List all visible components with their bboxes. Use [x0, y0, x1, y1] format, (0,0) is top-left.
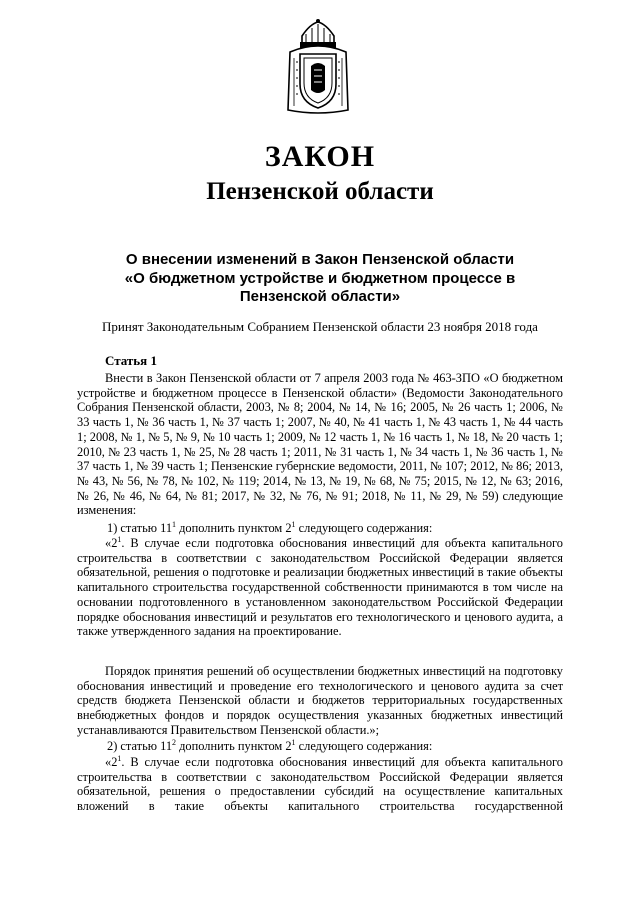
superscript: 1 — [117, 535, 122, 544]
subtitle-line: «О бюджетном устройстве и бюджетном процессе в — [124, 269, 516, 287]
adoption-note: Принят Законодательным Собранием Пензенской области 23 ноября 2018 года — [102, 319, 538, 334]
law-title: ЗАКОН — [264, 140, 376, 173]
law-subtitle — [95, 251, 545, 307]
quote-open: «2 — [105, 755, 118, 769]
quoted-paragraph-1 — [77, 536, 563, 639]
subtitle-line: О внесении изменений в Закон Пензенской области — [125, 251, 515, 268]
item-text: 1) статью 11 — [107, 521, 173, 535]
article-heading: Статья 1 — [105, 353, 157, 368]
superscript: 2 — [172, 738, 177, 747]
article-intro-paragraph: Внести в Закон Пензенской области от 7 апреля 2003 года № 463-ЗПО «О бюджетном устройстве и бюджетном процессе в Пензенской области» (Ведомости Законодательного Собрания Пензенской области, 2003, № 8; 2004, № 14, № 16; 2005, № 26 часть 1; 2006, № 33 часть 1, № 36 часть 1, № 37 часть 1; 2007, № 40, № 41 часть 1, № 43 часть 1, № 44 часть 1; 2008, № 1, № 5, № 9, № 10 часть 1; 2009, № 12 часть 1, № 16 часть 1, № 18, № 20 часть 1; 2010, № 23 часть 1, № 25, № 28 часть 1; 2011, № 31 часть 1, № 34 часть 1, № 36 часть 1, № 37 часть 1, № 39 часть 1; Пензенские губернские ведомости, 2011, № 107; 2012, № 86; 2013, № 43, № 56, № 78, № 102, № 119; 2014, № 13, № 19, № 68, № 75; 2015, № 12, № 63; 2016, № 26, № 46, № 64, № 81; 2017, № 32, № 76, № 91; 2018, № 11, № 29, № 59) следующие изменения: — [77, 371, 563, 518]
subtitle-line: Пензенской области» — [239, 288, 401, 305]
amendment-item-2 — [77, 739, 563, 754]
item-text: следующего содержания: — [295, 521, 433, 535]
coat-of-arms-emblem — [282, 18, 354, 118]
quote-text: . В случае если подготовка обоснования инвестиций для объекта капитального строительства в соответствии с законодательством Российской Федерации является обязательной, решения о подготовке и реализации бюджетных инвестиций в такие объекты капитального строительства государственной собственности принимаются в том числе на основании подготовленного в установленном законодательством Российской Федерации порядке обоснования инвестиций и результатов его технологического и ценового аудита, а также утвержденного задания на проектирование. — [77, 536, 563, 639]
item-text: дополнить пунктом 2 — [176, 739, 292, 753]
region-title: Пензенской области — [206, 178, 434, 205]
item-text: 2) статью 11 — [107, 739, 173, 753]
procedure-paragraph: Порядок принятия решений об осуществлении бюджетных инвестиций на подготовку обоснования инвестиций и проведение его технологического и ценового аудита за счет средств бюджета Пензенской области и бюджетов территориальных государственных внебюджетных фондов и порядок осуществления указанных бюджетных инвестиций устанавливаются Правительством Пензенской области.»; — [77, 664, 563, 737]
quote-open: «2 — [105, 536, 118, 550]
superscript: 1 — [291, 520, 296, 529]
amendment-item-1 — [77, 521, 563, 536]
item-text: следующего содержания: — [295, 739, 433, 753]
quoted-paragraph-2 — [77, 755, 563, 814]
superscript: 1 — [172, 520, 177, 529]
superscript: 1 — [291, 738, 296, 747]
superscript: 1 — [117, 754, 122, 763]
quote-text: . В случае если подготовка обоснования инвестиций для объекта капитального строительства в соответствии с законодательством Российской Федерации является обязательной, решения о предоставлении субсидий на осуществление капитальных вложений в такие объекты капитального строительства государственной — [77, 755, 563, 814]
item-text: дополнить пунктом 2 — [176, 521, 292, 535]
